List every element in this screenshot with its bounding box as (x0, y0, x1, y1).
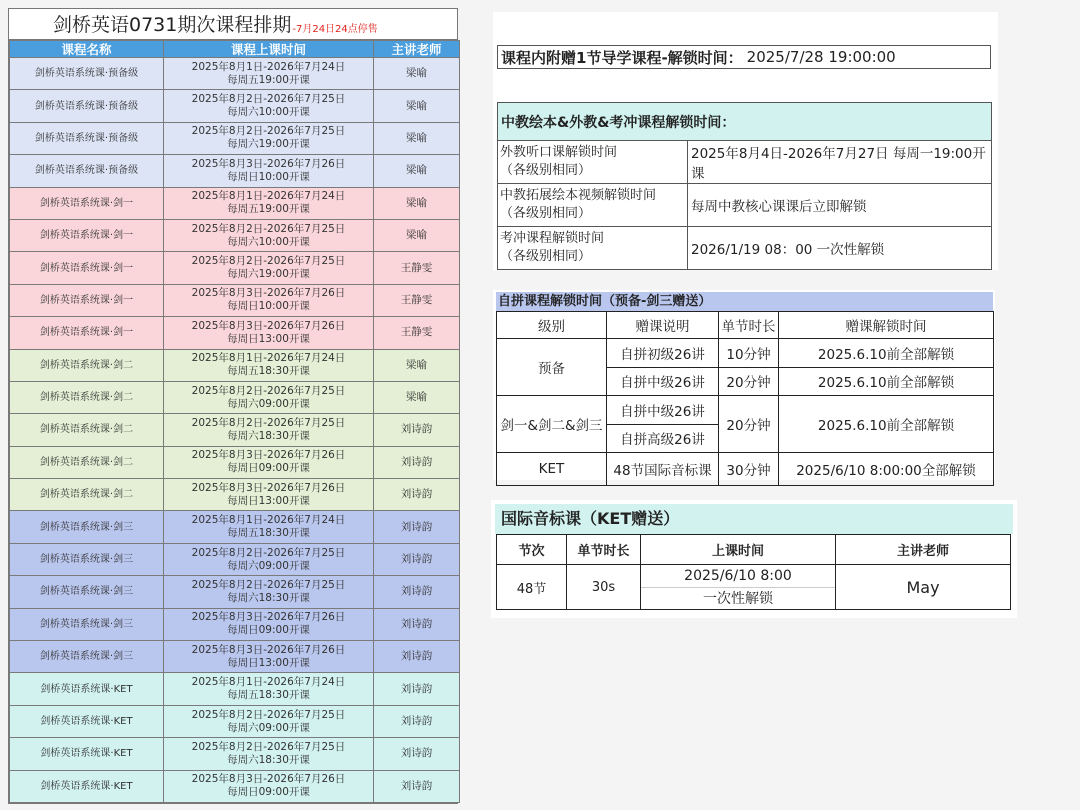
class-date-range: 2025年8月2日-2026年7月25日 (191, 740, 346, 753)
class-time (164, 511, 374, 543)
teacher-name: 梁喻 (374, 155, 460, 187)
class-date-range: 2025年8月2日-2026年7月25日 (191, 416, 346, 429)
col-header-class-time: 课程上课时间 (164, 41, 374, 58)
phonetic-header-duration: 单节时长 (567, 535, 641, 565)
teacher-name: 梁喻 (374, 187, 460, 219)
course-name: 剑桥英语系统课·剑三 (10, 608, 164, 640)
phonetic-time (641, 565, 836, 610)
unlock-table (497, 102, 992, 270)
selfpin-unlock: 2025/6/10 8:00:00全部解锁 (779, 453, 994, 486)
unlock-key-line2: （各级别相同） (500, 206, 592, 221)
class-time (164, 705, 374, 737)
class-weekly-time: 每周五19:00开课 (227, 203, 310, 216)
bonus-lesson-row (497, 45, 991, 69)
course-name: 剑桥英语系统课·KET (10, 705, 164, 737)
class-date-range: 2025年8月3日-2026年7月26日 (191, 773, 346, 786)
teacher-name: 王静雯 (374, 284, 460, 316)
selfpin-duration: 20分钟 (719, 367, 779, 396)
class-time (164, 770, 374, 802)
unlock-row (498, 141, 992, 184)
schedule-row (10, 770, 460, 802)
class-weekly-time: 每周六18:30开课 (227, 753, 310, 766)
class-time (164, 576, 374, 608)
schedule-row (10, 511, 460, 543)
course-name: 剑桥英语系统课·剑三 (10, 511, 164, 543)
teacher-name: 刘诗韵 (374, 770, 460, 802)
schedule-row (10, 641, 460, 673)
selfpin-duration: 20分钟 (719, 396, 779, 453)
phonetic-duration: 30s (567, 565, 641, 610)
course-name: 剑桥英语系统课·KET (10, 738, 164, 770)
teacher-name: 刘诗韵 (374, 673, 460, 705)
class-weekly-time: 每周六10:00开课 (227, 235, 310, 248)
selfpin-level: 预备 (497, 339, 607, 396)
class-time (164, 608, 374, 640)
class-weekly-time: 每周六18:30开课 (227, 429, 310, 442)
schedule-row (10, 90, 460, 122)
schedule-title: 剑桥英语0731期次课程排期 (53, 14, 292, 36)
phonetic-time-start: 2025/6/10 8:00 (684, 568, 792, 584)
class-weekly-time: 每周六10:00开课 (227, 106, 310, 119)
class-weekly-time: 每周日13:00开课 (227, 494, 310, 507)
class-date-range: 2025年8月3日-2026年7月26日 (191, 319, 346, 332)
class-date-range: 2025年8月1日-2026年7月24日 (191, 676, 346, 689)
selfpin-item: 自拼高级26讲 (607, 424, 719, 453)
class-weekly-time: 每周五18:30开课 (227, 365, 310, 378)
class-weekly-time: 每周日09:00开课 (227, 786, 310, 799)
class-time (164, 187, 374, 219)
class-weekly-time: 每周日10:00开课 (227, 300, 310, 313)
class-date-range: 2025年8月2日-2026年7月25日 (191, 708, 346, 721)
class-weekly-time: 每周日10:00开课 (227, 170, 310, 183)
class-time (164, 252, 374, 284)
schedule-row (10, 414, 460, 446)
course-name: 剑桥英语系统课·剑二 (10, 414, 164, 446)
phonetic-time-unlock: 一次性解锁 (641, 587, 835, 609)
phonetic-session: 48节 (497, 565, 567, 610)
selfpin-row (497, 339, 994, 368)
course-name: 剑桥英语系统课·剑二 (10, 381, 164, 413)
unlock-key (498, 227, 688, 270)
schedule-row (10, 155, 460, 187)
class-date-range: 2025年8月1日-2026年7月24日 (191, 352, 346, 365)
phonetic-row (497, 565, 1011, 610)
selfpin-header-row (497, 312, 994, 339)
teacher-name: 王静雯 (374, 317, 460, 349)
schedule-row (10, 252, 460, 284)
unlock-key (498, 141, 688, 184)
unlock-key (498, 184, 688, 227)
course-name: 剑桥英语系统课·预备级 (10, 58, 164, 90)
schedule-row (10, 608, 460, 640)
class-time (164, 673, 374, 705)
class-date-range: 2025年8月3日-2026年7月26日 (191, 449, 346, 462)
teacher-name: 刘诗韵 (374, 576, 460, 608)
class-time (164, 122, 374, 154)
teacher-name: 梁喻 (374, 90, 460, 122)
phonetic-header-time: 上课时间 (641, 535, 836, 565)
bonus-lesson-label: 课程内附赠1节导学课程-解锁时间： (501, 48, 743, 67)
schedule-row (10, 479, 460, 511)
class-date-range: 2025年8月2日-2026年7月25日 (191, 384, 346, 397)
unlock-table-title: 中教绘本&外教&考冲课程解锁时间： (498, 103, 992, 141)
selfpin-header-level: 级别 (497, 312, 607, 339)
class-time (164, 284, 374, 316)
teacher-name: 刘诗韵 (374, 479, 460, 511)
schedule-row (10, 317, 460, 349)
teacher-name: 梁喻 (374, 122, 460, 154)
selfpin-level: KET (497, 453, 607, 486)
teacher-name: 刘诗韵 (374, 738, 460, 770)
selfpin-title: 自拼课程解锁时间（预备-剑三赠送） (496, 292, 993, 311)
unlock-row (498, 184, 992, 227)
teacher-name: 刘诗韵 (374, 414, 460, 446)
class-time (164, 219, 374, 251)
selfpin-unlock: 2025.6.10前全部解锁 (779, 339, 994, 368)
class-weekly-time: 每周五19:00开课 (227, 73, 310, 86)
schedule-row (10, 543, 460, 575)
unlock-key-line1: 中教拓展绘本视频解锁时间 (500, 188, 657, 203)
course-name: 剑桥英语系统课·剑一 (10, 187, 164, 219)
class-date-range: 2025年8月2日-2026年7月25日 (191, 93, 346, 106)
col-header-course-name: 课程名称 (10, 41, 164, 58)
class-date-range: 2025年8月1日-2026年7月24日 (191, 514, 346, 527)
class-weekly-time: 每周六19:00开课 (227, 138, 310, 151)
class-weekly-time: 每周日13:00开课 (227, 332, 310, 345)
phonetic-header-teacher: 主讲老师 (836, 535, 1011, 565)
phonetic-header-session: 节次 (497, 535, 567, 565)
class-time (164, 58, 374, 90)
class-weekly-time: 每周六09:00开课 (227, 397, 310, 410)
course-name: 剑桥英语系统课·剑三 (10, 576, 164, 608)
selfpin-table (496, 311, 994, 486)
selfpin-duration: 30分钟 (719, 453, 779, 486)
class-weekly-time: 每周五18:30开课 (227, 689, 310, 702)
teacher-name: 梁喻 (374, 381, 460, 413)
schedule-row (10, 576, 460, 608)
selfpin-panel (493, 290, 995, 480)
unlock-panel (493, 12, 998, 270)
class-weekly-time: 每周日09:00开课 (227, 624, 310, 637)
teacher-name: 刘诗韵 (374, 705, 460, 737)
course-name: 剑桥英语系统课·剑三 (10, 641, 164, 673)
class-date-range: 2025年8月1日-2026年7月24日 (191, 190, 346, 203)
course-name: 剑桥英语系统课·预备级 (10, 90, 164, 122)
teacher-name: 王静雯 (374, 252, 460, 284)
unlock-key-line2: （各级别相同） (500, 163, 592, 178)
course-name: 剑桥英语系统课·KET (10, 673, 164, 705)
schedule-row (10, 284, 460, 316)
sale-deadline-note: -7月24日24点停售 (292, 24, 378, 35)
class-date-range: 2025年8月3日-2026年7月26日 (191, 287, 346, 300)
selfpin-row (497, 396, 994, 425)
bonus-lesson-time: 2025/7/28 19:00:00 (746, 48, 896, 66)
class-weekly-time: 每周日09:00开课 (227, 462, 310, 475)
class-weekly-time: 每周六09:00开课 (227, 721, 310, 734)
selfpin-item: 自拼中级26讲 (607, 367, 719, 396)
col-header-teacher: 主讲老师 (374, 41, 460, 58)
class-time (164, 414, 374, 446)
schedule-table (9, 40, 460, 803)
course-name: 剑桥英语系统课·预备级 (10, 122, 164, 154)
course-name: 剑桥英语系统课·预备级 (10, 155, 164, 187)
class-time (164, 381, 374, 413)
selfpin-header-desc: 赠课说明 (607, 312, 719, 339)
schedule-row (10, 187, 460, 219)
selfpin-level: 剑一&剑二&剑三 (497, 396, 607, 453)
selfpin-unlock: 2025.6.10前全部解锁 (779, 396, 994, 453)
class-time (164, 641, 374, 673)
selfpin-item: 自拼初级26讲 (607, 339, 719, 368)
schedule-title-bar (9, 9, 457, 40)
course-name: 剑桥英语系统课·剑一 (10, 317, 164, 349)
course-name: 剑桥英语系统课·剑一 (10, 252, 164, 284)
class-time (164, 446, 374, 478)
selfpin-duration: 10分钟 (719, 339, 779, 368)
class-time (164, 738, 374, 770)
unlock-key-line1: 考冲课程解锁时间 (500, 231, 605, 246)
class-date-range: 2025年8月2日-2026年7月25日 (191, 255, 346, 268)
course-name: 剑桥英语系统课·KET (10, 770, 164, 802)
unlock-value: 2025年8月4日-2026年7月27日 每周一19:00开课 (688, 141, 992, 184)
class-date-range: 2025年8月3日-2026年7月26日 (191, 157, 346, 170)
teacher-name: 梁喻 (374, 58, 460, 90)
class-date-range: 2025年8月3日-2026年7月26日 (191, 611, 346, 624)
teacher-name: 梁喻 (374, 219, 460, 251)
class-date-range: 2025年8月2日-2026年7月25日 (191, 546, 346, 559)
teacher-name: 梁喻 (374, 349, 460, 381)
class-weekly-time: 每周日13:00开课 (227, 656, 310, 669)
course-name: 剑桥英语系统课·剑二 (10, 349, 164, 381)
course-name: 剑桥英语系统课·剑一 (10, 219, 164, 251)
class-date-range: 2025年8月2日-2026年7月25日 (191, 578, 346, 591)
class-weekly-time: 每周五18:30开课 (227, 527, 310, 540)
class-weekly-time: 每周六18:30开课 (227, 591, 310, 604)
schedule-row (10, 58, 460, 90)
schedule-row (10, 705, 460, 737)
selfpin-header-unlock: 赠课解锁时间 (779, 312, 994, 339)
class-time (164, 317, 374, 349)
selfpin-item: 48节国际音标课 (607, 453, 719, 486)
course-name: 剑桥英语系统课·剑一 (10, 284, 164, 316)
selfpin-row (497, 453, 994, 486)
phonetic-header-row (497, 535, 1011, 565)
class-time (164, 543, 374, 575)
class-time (164, 349, 374, 381)
course-name: 剑桥英语系统课·剑二 (10, 446, 164, 478)
unlock-key-line1: 外教听口课解锁时间 (500, 145, 618, 160)
course-name: 剑桥英语系统课·剑二 (10, 479, 164, 511)
schedule-row (10, 122, 460, 154)
phonetic-panel (491, 500, 1017, 618)
class-time (164, 155, 374, 187)
selfpin-item: 自拼中级26讲 (607, 396, 719, 425)
schedule-header-row (10, 41, 460, 58)
teacher-name: 刘诗韵 (374, 641, 460, 673)
schedule-row (10, 738, 460, 770)
schedule-row (10, 673, 460, 705)
unlock-key-line2: （各级别相同） (500, 249, 592, 264)
teacher-name: 刘诗韵 (374, 543, 460, 575)
phonetic-title: 国际音标课（KET赠送） (495, 504, 1013, 534)
class-weekly-time: 每周六19:00开课 (227, 268, 310, 281)
schedule-row (10, 349, 460, 381)
class-date-range: 2025年8月2日-2026年7月25日 (191, 222, 346, 235)
class-date-range: 2025年8月2日-2026年7月25日 (191, 125, 346, 138)
schedule-body (10, 58, 460, 803)
selfpin-header-duration: 单节时长 (719, 312, 779, 339)
unlock-value: 每周中教核心课课后立即解锁 (688, 184, 992, 227)
class-date-range: 2025年8月3日-2026年7月26日 (191, 643, 346, 656)
selfpin-unlock: 2025.6.10前全部解锁 (779, 367, 994, 396)
teacher-name: 刘诗韵 (374, 511, 460, 543)
class-weekly-time: 每周六09:00开课 (227, 559, 310, 572)
course-name: 剑桥英语系统课·剑三 (10, 543, 164, 575)
schedule-row (10, 381, 460, 413)
unlock-row (498, 227, 992, 270)
class-date-range: 2025年8月3日-2026年7月26日 (191, 481, 346, 494)
teacher-name: 刘诗韵 (374, 446, 460, 478)
teacher-name: 刘诗韵 (374, 608, 460, 640)
phonetic-table (496, 534, 1011, 610)
schedule-sheet (8, 8, 458, 804)
class-date-range: 2025年8月1日-2026年7月24日 (191, 60, 346, 73)
unlock-value: 2026/1/19 08：00 一次性解锁 (688, 227, 992, 270)
schedule-row (10, 219, 460, 251)
class-time (164, 90, 374, 122)
schedule-row (10, 446, 460, 478)
class-time (164, 479, 374, 511)
phonetic-teacher: May (836, 565, 1011, 610)
